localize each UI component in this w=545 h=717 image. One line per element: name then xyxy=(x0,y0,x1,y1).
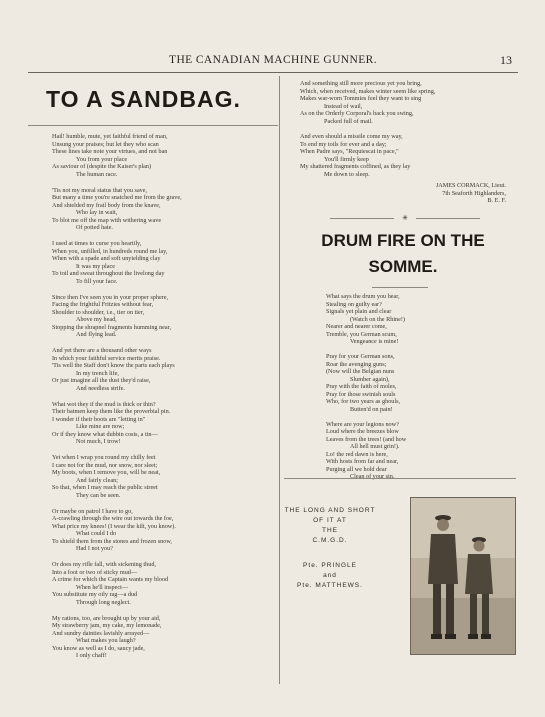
stanza xyxy=(300,133,506,178)
poem-line: When you, unfilled, in hundreds round me lay, xyxy=(52,247,168,255)
poem-line: I only chaff! xyxy=(76,652,107,659)
poem-line: Unsung your praises; but let they who scan xyxy=(52,140,159,148)
poem-line: Clean of your sin. xyxy=(350,473,395,480)
poem-line: In my trench life, xyxy=(76,369,119,377)
poem-line: The human race. xyxy=(76,170,118,178)
poem-line: What could I do xyxy=(76,530,117,537)
poem-line: My strawberry jam, my cake, my lemonade, xyxy=(52,622,162,629)
stanza xyxy=(52,347,182,392)
poem-line: Roar the avenging guns; xyxy=(326,360,387,368)
poem-line: Who lay in wait, xyxy=(76,209,118,216)
stanza xyxy=(326,353,516,413)
signature-line: 7th Seaforth Highlanders, xyxy=(442,189,506,197)
poem-line: Pray for your German sons, xyxy=(326,353,395,360)
caption-line: C.M.G.D. xyxy=(312,537,348,544)
stanza xyxy=(52,401,182,446)
stanza xyxy=(326,293,516,346)
soldiers-illustration xyxy=(411,498,515,654)
stanza xyxy=(52,615,182,660)
poem-line: Into a foot or two of sticky mud— xyxy=(52,568,138,576)
poem-line: When with a spade and soft unyielding clay xyxy=(52,255,161,262)
poem-line: Stealing on guilty ear? xyxy=(326,300,382,308)
poem-line: I care not for the mud, nor snow, nor sleet; xyxy=(52,461,158,469)
poem-title-drum-fire xyxy=(300,228,506,280)
poem-line: A-crawling through the wire out towards the foe, xyxy=(52,515,174,522)
poem-line: Packed full of mail. xyxy=(324,117,373,125)
poem-line: Makes war-worn Tommies feel they want to sing xyxy=(300,95,422,102)
poem-line: All hell must grin!). xyxy=(350,443,400,450)
poem-line: Pray with the faith of moles, xyxy=(326,383,397,390)
poem-line: Lo! the red dawn is here, xyxy=(326,450,388,458)
poem-line: But many a time you're snatched me from the grave, xyxy=(52,194,182,201)
poem-line: Since then I've seen you in your proper sphere, xyxy=(52,293,169,301)
poem-line: It was my place xyxy=(76,262,116,270)
caption-line: OF IT AT xyxy=(313,517,347,524)
poem-line: I used at times to curse you heartily, xyxy=(52,240,142,247)
poem-body-drum-fire xyxy=(326,293,516,488)
poem-line: You know as well as I do, saucy jade, xyxy=(52,644,145,652)
poem-line: I wonder if their boots are "letting in" xyxy=(52,415,146,423)
poem-line: My rations, too, are brought up by your aid, xyxy=(52,614,161,622)
poem-title-sandbag: TO A SANDBAG. xyxy=(46,86,241,112)
poem-line: When he'll inspect— xyxy=(76,583,128,591)
poem-line: My shattered fragments coffined, as they lay xyxy=(300,163,411,170)
poem-line: To toil and sweat throughout the livelong day xyxy=(52,270,165,277)
poem-line: To shield them from the stones and frozen snow, xyxy=(52,537,172,545)
poem-line: Leaves from the trees! (and how xyxy=(326,435,407,443)
poem-line: Or maybe on patrol I have to go, xyxy=(52,507,133,515)
poem-line: With hosts from far and near, xyxy=(326,458,399,465)
poem-line: And sundry dainties lavishly arrayed— xyxy=(52,629,150,637)
poem-line: These lines take note your virtues, and not ban xyxy=(52,148,168,155)
poem-line: Tremble, you German scum, xyxy=(326,330,397,338)
poem-line: They can be seen. xyxy=(76,491,121,499)
poem-line: Like mine are now; xyxy=(76,423,125,430)
poem-line: And flying lead. xyxy=(76,331,117,338)
poem-line: Nearer and nearer come, xyxy=(326,323,387,330)
stanza xyxy=(52,133,182,178)
poem-line: A crime for which the Captain wants my blood xyxy=(52,576,169,583)
photo-caption xyxy=(282,506,378,591)
stanza xyxy=(52,187,182,232)
stanza xyxy=(326,421,516,481)
poem-line: So that, when I may reach the public street xyxy=(52,484,158,491)
stanza xyxy=(52,508,182,553)
page-header xyxy=(28,52,518,73)
signature-line: B. E. F. xyxy=(487,197,506,204)
poem-line: Purging all we hold dear xyxy=(326,465,387,473)
soldiers-photo xyxy=(410,497,516,655)
poem-line: My boots, when I remove you, will be neat, xyxy=(52,469,161,476)
poem-line: (Now will the Belgian nuns xyxy=(326,368,395,375)
caption-line: THE xyxy=(322,527,338,534)
column-divider xyxy=(279,76,280,684)
stanza xyxy=(52,454,182,499)
poem-line: Butten'd on pain! xyxy=(350,405,393,413)
left-column xyxy=(46,76,274,126)
poem-line: As on the Orderly Corporal's back you swing, xyxy=(300,110,414,117)
poem-line: And needless strife. xyxy=(76,384,125,392)
stanza xyxy=(300,80,506,125)
poem-line: Or just imagine all the dust they'd raise, xyxy=(52,377,151,384)
stanza xyxy=(52,294,182,339)
poem-line: (Watch on the Rhine!) xyxy=(350,315,405,323)
poem-line: Stopping the shrapnel fragments humming near, xyxy=(52,323,172,331)
poem-line: What price my knees! (I wear the kilt, you know). xyxy=(52,522,176,530)
stanza xyxy=(52,240,182,285)
poem-line: Or does my rifle fall, with sickening thud, xyxy=(52,561,156,568)
poem-line: And yet there are a thousand other ways xyxy=(52,347,152,354)
poem-line: In which your faithful service merits praise. xyxy=(52,354,161,362)
poem-line: Instead of wail, xyxy=(324,102,363,110)
poem-line: Me down to sleep. xyxy=(324,170,370,178)
poem-line: You from your place xyxy=(76,155,128,163)
poem-signature xyxy=(300,182,506,205)
poem-line: You substitute my oily rag—a dud xyxy=(52,591,138,598)
poem-line: Had I not you? xyxy=(76,545,113,552)
poem-body-sandbag xyxy=(52,133,182,668)
poem-line: Where are your legions now? xyxy=(326,420,399,428)
drum-title-line1: DRUM FIRE ON THE xyxy=(321,231,485,250)
poem-line: What says the drum you hear, xyxy=(326,293,400,300)
poem-line: Of potted hate. xyxy=(76,224,113,231)
poem-line: To fill your face. xyxy=(76,277,118,285)
signature-line: JAMES CORMACK, Lieut. xyxy=(435,182,506,189)
poem-line: Above my head, xyxy=(76,316,117,323)
poem-continuation-sandbag xyxy=(300,80,506,186)
poem-line: Not much, I trow! xyxy=(76,438,121,445)
poem-line: Loud where the breezes blow xyxy=(326,428,399,435)
poem-line: Their batmen keep them like the proverbial pin. xyxy=(52,408,171,415)
caption-conj: and xyxy=(323,572,337,579)
poem-line: To end my toils for ever and a day; xyxy=(300,140,387,148)
poem-line: As saviour of (despite the Kaiser's plan) xyxy=(52,163,152,170)
title-rule xyxy=(28,125,278,126)
poem-line: Pray for those swinish souls xyxy=(326,390,396,398)
poem-line: 'Tis not my moral status that you save, xyxy=(52,186,148,194)
poem-line: 'Tis well the Staff don't know the parts each plays xyxy=(52,362,175,369)
poem-line: Slumber again), xyxy=(350,375,390,383)
poem-line: And fairly clean; xyxy=(76,476,118,484)
poem-line: Vengeance is mine! xyxy=(350,338,399,345)
poem-line: Through long neglect. xyxy=(76,598,131,606)
poem-line: What makes you laugh? xyxy=(76,637,136,644)
publication-title: THE CANADIAN MACHINE GUNNER. xyxy=(169,54,377,66)
section-rule xyxy=(284,478,516,479)
poem-line: To blot me off the map with withering wave xyxy=(52,216,162,224)
star-divider: ✳ xyxy=(330,214,480,222)
poem-line: And something still more precious yet you bring, xyxy=(300,80,422,87)
poem-line: And shielded my frail body from the knave, xyxy=(52,201,161,209)
poem-line: Or if they know what dubbin costs, a tin— xyxy=(52,430,158,438)
poem-line: Which, when received, makes winter seem like spring, xyxy=(300,87,436,95)
caption-name: Pte. MATTHEWS. xyxy=(297,582,363,589)
poem-line: And even should a missile come my way, xyxy=(300,133,403,140)
poem-line: When Padre says, "Requiescat in pace," xyxy=(300,148,399,155)
drum-title-rule xyxy=(372,287,428,288)
caption-name: Pte. PRINGLE xyxy=(303,562,357,569)
caption-line: THE LONG AND SHORT xyxy=(284,507,376,514)
stanza xyxy=(52,561,182,606)
poem-line: Hail! humble, mute, yet faithful friend of man, xyxy=(52,133,168,140)
drum-title-line2: SOMME. xyxy=(368,257,438,276)
poem-line: Who, for two years as ghouls, xyxy=(326,398,401,405)
page-number: 13 xyxy=(500,53,512,67)
poem-line: What wot they if the mud is thick or thin? xyxy=(52,400,156,408)
poem-line: Shoulder to shoulder, i.e., tier on tier, xyxy=(52,308,145,316)
poem-line: You'll firmly keep xyxy=(324,155,369,163)
poem-line: Facing the frightful Fritzies without fear, xyxy=(52,301,154,308)
poem-line: Yet when I wrap you round my chilly feet xyxy=(52,454,156,461)
poem-line: Signals yet plain and clear xyxy=(326,308,392,315)
